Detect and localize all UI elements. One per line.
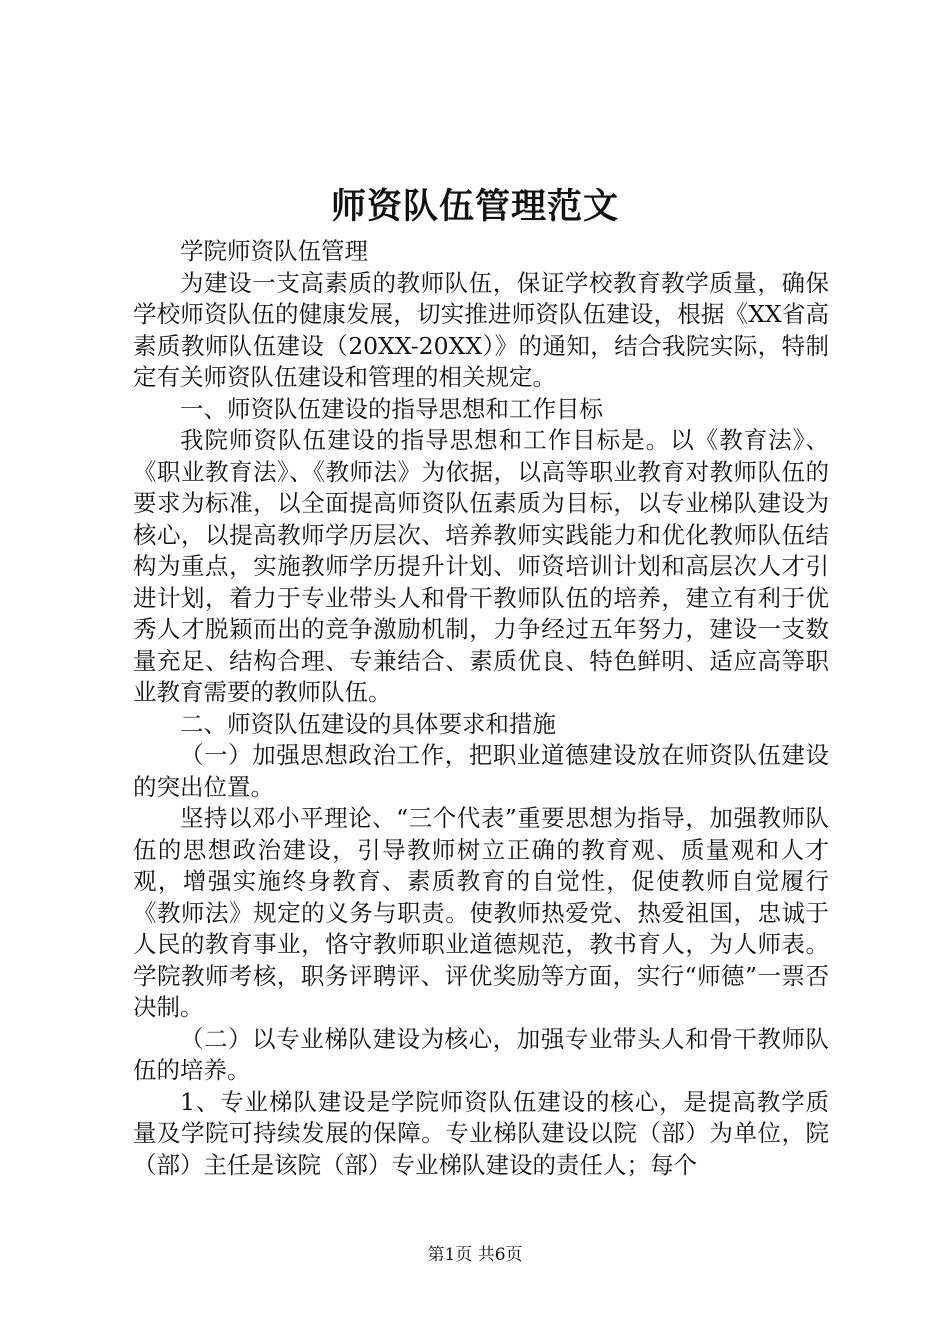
document-title: 师资队伍管理范文 bbox=[330, 186, 619, 227]
section-heading: 一、师资队伍建设的指导思想和工作目标 bbox=[180, 394, 603, 423]
page-number-footer: 第1页 共6页 bbox=[427, 1245, 523, 1265]
paragraph: 坚持以邓小平理论、“三个代表”重要思想为指导，加强教师队伍的思想政治建设，引导教师树立正确的教育观、质量观和人才观，增强实施终身教育、素质教育的自觉性，促使教师自觉履行《教师法》规定的义务与职责。使教师热爱党、热爱祖国，忠诚于人民的教育事业，恪守教师职业道德规范，教书育人，为人师表。学院教师考核，职务评聘评、评优奖励等方面，实行“师德”一票否决制。 bbox=[133, 804, 829, 1021]
section-heading: 二、师资队伍建设的具体要求和措施 bbox=[180, 709, 556, 738]
subsection-heading: （二）以专业梯队建设为核心，加强专业带头人和骨干教师队伍的培养。 bbox=[133, 1024, 829, 1084]
paragraph: 为建设一支高素质的教师队伍，保证学校教育教学质量，确保学校师资队伍的健康发展，切实推进师资队伍建设，根据《XX省高素质教师队伍建设（20XX-20XX）》的通知，结合我院实际，特制定有关师资队伍建设和管理的相关规定。 bbox=[133, 268, 829, 391]
paragraph-heading: 学院师资队伍管理 bbox=[180, 237, 368, 265]
paragraph: 我院师资队伍建设的指导思想和工作目标是。以《教育法》、《职业教育法》、《教师法》为依据，以高等职业教育对教师队伍的要求为标准，以全面提高师资队伍素质为目标，以专业梯队建设为核心，以提高教师学历层次、培养教师实践能力和优化教师队伍结构为重点，实施教师学历提升计划、师资培训计划和高层次人才引进计划，着力于专业带头人和骨干教师队伍的培养，建立有利于优秀人才脱颖而出的竞争激励机制，力争经过五年努力，建设一支数量充足、结构合理、专兼结合、素质优良、特色鲜明、适应高等职业教育需要的教师队伍。 bbox=[133, 426, 829, 706]
subsection-heading: （一）加强思想政治工作，把职业道德建设放在师资队伍建设的突出位置。 bbox=[133, 741, 829, 801]
paragraph: 1、专业梯队建设是学院师资队伍建设的核心，是提高教学质量及学院可持续发展的保障。专业梯队建设以院（部）为单位，院（部）主任是该院（部）专业梯队建设的责任人；每个 bbox=[133, 1087, 829, 1179]
document-body bbox=[133, 236, 829, 1181]
